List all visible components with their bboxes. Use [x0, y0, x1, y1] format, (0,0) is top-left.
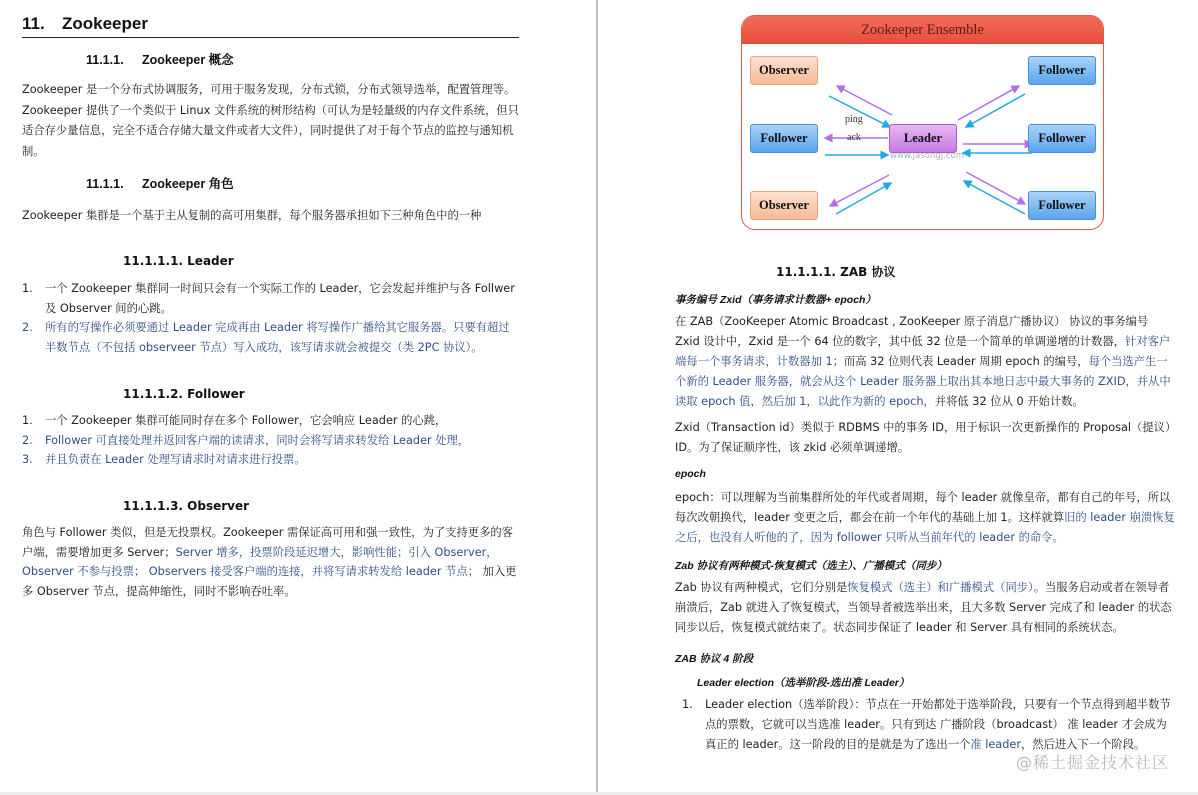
follower-heading: 11.1.1.2. Follower: [123, 387, 245, 401]
section-roles-heading: [86, 174, 234, 192]
leader-heading: 11.1.1.1. Leader: [123, 254, 234, 268]
roles-paragraph: Zookeeper 集群是一个基于主从复制的高可用集群，每个服务器承担如下三种角色中的一种: [22, 209, 482, 222]
zxid-text: 并将低 32 位从 0 开始计数。: [934, 395, 1084, 408]
list-item: [22, 279, 520, 318]
phases-heading: ZAB 协议 4 阶段: [675, 653, 754, 665]
list-text: 一个 Zookeeper 集群可能同时存在多个 Follower，它会响应 Leader 的心跳，: [45, 414, 447, 427]
follower-list: [22, 411, 542, 470]
chapter-title: Zookeeper: [62, 14, 148, 33]
observer-text: 加入更多 Observer 节点，提高伸缩性，同时不影响吞吐率。: [22, 565, 517, 598]
zxid-text: 在 ZAB（ZooKeeper Atomic Broadcast , ZooKeeper 原子消息广播协议） 协议的事务编号 Zxid 设计中，Zxid 是一个 64 位的数字，其中低 32 位是一个简单的单调递增的计数器，: [675, 315, 1149, 348]
epoch-paragraph: [675, 488, 1175, 548]
modes-text: 。当服务启动或者在领导者崩溃后，Zab 就进入了恢复模式，当领导者被选举出来，且大多数 Server 完成了和 leader 的状态同步以后，恢复模式就结束了。状态同步保证了 leader 和 Server 具有相同的系统状态。: [675, 581, 1172, 634]
site-watermark: @稀土掘金技术社区: [1016, 753, 1170, 772]
leader-node: Leader: [889, 124, 957, 153]
epoch-text-highlight: 旧的 leader 崩溃恢复之后，也没有人听他的了，因为 follower 只听从当前年代的 leader 的命令。: [675, 511, 1175, 544]
follower-node: Follower: [750, 124, 818, 153]
follower-node: Follower: [1028, 56, 1096, 85]
leader-list: [22, 279, 520, 357]
list-text-highlight: 准 leader: [970, 738, 1021, 751]
zxid-text-highlight: 针对客户端每一个事务请求，计数器加 1；: [675, 335, 1171, 368]
epoch-heading: epoch: [675, 468, 706, 480]
ping-label: ping: [845, 114, 863, 125]
zxid-heading: 事务编号 Zxid（事务请求计数器+ epoch）: [675, 294, 876, 306]
list-number: 1.: [682, 698, 693, 711]
list-item: [22, 450, 542, 470]
list-number: 3.: [22, 453, 33, 466]
modes-heading: Zab 协议有两种模式-恢复模式（选主）、广播模式（同步）: [675, 560, 947, 572]
section-concept-heading: [86, 50, 234, 68]
follower-node: Follower: [1028, 191, 1096, 220]
chapter-heading: [22, 14, 519, 38]
modes-text-highlight: 恢复模式（选主）和广播模式（同步）: [847, 581, 1034, 594]
list-text: 并且负责在 Leader 处理写请求时对请求进行投票。: [45, 453, 306, 466]
election-list: [682, 695, 1174, 755]
list-number: 2.: [22, 321, 33, 334]
modes-paragraph: [675, 578, 1175, 638]
list-item: [22, 318, 520, 357]
list-text: 所有的写操作必须要通过 Leader 完成再由 Leader 将写操作广播给其它服务器。只要有超过半数节点（不包括 observeer 节点）写入成功，该写请求就会被提交（类 2PC 协议）。: [45, 321, 510, 354]
section-title: Zookeeper 概念: [142, 53, 234, 67]
section-number: 11.1.1.: [86, 177, 124, 191]
ack-label: ack: [847, 132, 861, 143]
election-heading: Leader election（选举阶段-选出准 Leader）: [697, 677, 910, 689]
zxid-text: 而高 32 位则代表 Leader 周期 epoch 的编号，: [843, 355, 1089, 368]
list-item: [22, 411, 542, 431]
observer-text: 角色与 Follower 类似，但是无投票权。Zookeeper 需保证高可用和强一致性，为了支持更多的客户端，需要增加更多 Server；: [22, 526, 513, 559]
chapter-number: 11.: [22, 14, 45, 33]
concept-paragraph: Zookeeper 是一个分布式协调服务，可用于服务发现，分布式锁，分布式领导选举，配置管理等。Zookeeper 提供了一个类似于 Linux 文件系统的树形结构（可认为是轻量级的内存文件系统，但只适合存少量信息，完全不适合存储大量文件或者大文件），同时提供了对于每个节点的监控与通知机制。: [22, 83, 519, 158]
list-number: 1.: [22, 414, 33, 427]
epoch-text: epoch：可以理解为当前集群所处的年代或者周期，每个 leader 就像皇帝，都有自己的年号，所以每次改朝换代，leader 变更之后，都会在前一个年代的基础上加 1。这样就算: [675, 491, 1171, 524]
observer-paragraph: [22, 523, 520, 601]
list-number: 2.: [22, 433, 33, 447]
section-number: 11.1.1.: [86, 53, 124, 67]
follower-node: Follower: [1028, 124, 1096, 153]
diagram-title: Zookeeper Ensemble: [742, 16, 1103, 44]
list-text: Leader election（选举阶段）：节点在一开始都处于选举阶段，只要有一个节点得到超半数节点的票数，它就可以当选准 leader。只有到达 广播阶段（broadcast） 准 leader 才会成为真正的 leader。这一阶段的目的是就是为了选出一个: [705, 698, 1171, 751]
modes-text: Zab 协议有两种模式，它们分别是: [675, 581, 848, 594]
observer-text-highlight: Server 增多，投票阶段延迟增大，影响性能；引入 Observer，Observer 不参与投票； Observers 接受客户端的连接，并将写请求转发给 leader 节点；: [22, 545, 498, 578]
zookeeper-ensemble-diagram: [741, 15, 1104, 230]
zxid-definition: Zxid（Transaction id）类似于 RDBMS 中的事务 ID，用于标识一次更新操作的 Proposal（提议）ID。为了保证顺序性，该 zkid 必须单调递增。: [675, 421, 1171, 454]
zab-heading: 11.1.1.1. ZAB 协议: [776, 265, 896, 279]
list-text: ，然后进入下一个阶段。: [1020, 738, 1146, 751]
list-number: 1.: [22, 282, 33, 295]
list-item: [682, 695, 1174, 755]
section-title: Zookeeper 角色: [142, 177, 234, 191]
zxid-paragraph: [675, 312, 1175, 412]
list-text: 一个 Zookeeper 集群同一时间只会有一个实际工作的 Leader，它会发起并维护与各 Follwer 及 Observer 间的心跳。: [45, 282, 515, 315]
observer-heading: 11.1.1.3. Observer: [123, 499, 250, 513]
diagram-watermark: www.jasongj.com: [890, 151, 964, 161]
observer-node: Observer: [750, 56, 818, 85]
zxid-text-highlight: 每个当选产生一个新的 Leader 服务器，就会从这个 Leader 服务器上取出其本地日志中最大事务的 ZXID，并从中读取 epoch 值，然后加 1，以此作为新的 epoch，: [675, 355, 1171, 408]
observer-node: Observer: [750, 191, 818, 220]
list-text: Follower 可直接处理并返回客户端的读请求，同时会将写请求转发给 Leader 处理，: [45, 433, 470, 447]
left-page: [0, 0, 596, 795]
list-item: [22, 431, 542, 451]
